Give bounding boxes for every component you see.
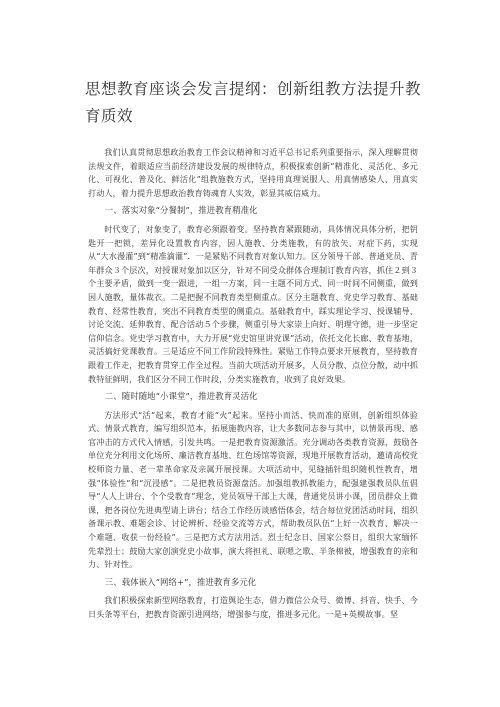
document-title: 思想教育座谈会发言提纲：创新组教方法提升教育质效 <box>85 80 422 125</box>
document-body <box>88 146 418 622</box>
section-heading-3: 三、载体嵌入“网络+”，推进教育多元化 <box>104 576 257 587</box>
section-paragraph-3: 我们积极探索新型网络教育，打造舆论生态，借力微信公众号、微博、抖音、快手、今日头条等平台，把教育资源引进网络，增强参与度，推进多元化。一是+英模故事。坚 <box>88 595 418 619</box>
section-heading-1: 一、落实对象“分餐制”，推进教育精准化 <box>104 205 258 216</box>
section-paragraph-2: 方法形式“活”起来，教育才能“火”起来。坚持小而活、快而准的原则，创新组织体验式、情景式教育，编写组织范本，拓展施教内容，让大多数同志参与其中，以情景再现、感官冲击的方式代入情感，引发共鸣。一是把教育资源激活。充分调动各类教育资源，鼓励各单位充分利用文化场所、廉洁教育基地、红色场馆等资源，现地开展教育活动，邀请高校党校师资力量、老一辈革命家及亲属开展授课。大项活动中，见缝插针组织随机性教育，增强“体验性”和“沉浸感”。二是把教员资源盘活。加强组教抓教能力，配强建强教员队伍倡导“人人上讲台、个个受教育”理念，党员领导干部上大课，普通党员讲小课，团员群众上微课，把各岗位先进典型请上讲台；结合工作经历谈感悟体会，结合每位党团活动时间，组织备课示教、难题会诊、讨论辨析、经验交流等方式，帮助教员队伍“上好一次教育、解决一个难题、收获一份经验”。三是把方式方法用活。烈士纪念日、国家公祭日，组织大家缅怀先辈烈士；鼓励大家创演党史小故事，演大将担礼、联嗯之歌、半条棉被，增强教育的亲和力、针对性。 <box>88 409 418 570</box>
section-heading-2: 二、随时随地“小课堂”，推进教育灵活化 <box>104 391 258 402</box>
section-paragraph-1: 时代变了，对象变了，教育必须跟着变。坚持教育紧跟随动，具体情况具体分析，把钥匙开一把锁，差异化设置教育内容，因人施教、分类施教，有的放矢、对症下药，实现从“大水漫灌”到“精准滴灌”．一是紧贴不同教育对象认知力。区分领导干部、普通党员、青年群众３个层次，对授课对象加以区分，针对不同受众群体合理制订教育内容，抓住２到３个主要矛盾，做到一变一跟进，一组一方案，同一主题不同方式、同一时间不同侧重，做到因人施教，量体裁衣。二是把握不同教育类型侧重点。区分主题教育、党史学习教育、基础教育、经常性教育，突出不同教育类型的侧重点。基础教育中，踩实理论学习、授课辅导、讨论交流、延伸教育、配合活动５个步骤，侧重引导大家崇上向好、明理守德，进一步坚定信仰信念。党史学习教育中，大力开展“党史馆里讲党课”活动，依托文化长廊、教育基地，灵活搞好党课教育。三是适应不同工作阶段特殊性。紧贴工作特点要求开展教育，坚持教育跟着工作走，把教育贯穿工作全过程。当前大项活动开展多，人员分散、点位分散，动中抓教特征鲜明，我们区分不同工作时段，分类实施教育，收到了良好效果。 <box>88 223 418 384</box>
intro-paragraph: 我们认真贯彻思想政治教育工作会议精神和习近平总书记系列重要指示，深入理解贯彻法规文件，着眼适应当前经济建设发展的规律特点，积极探索创新“精准化、灵活化、多元化、可视化、普及化、鲜活化”组教施教方式，坚持用真理说服人、用真情感染人、用真实打动人，着力提升思想政治教育铸魂育人实效，彰显其威信威力。 <box>88 147 418 198</box>
